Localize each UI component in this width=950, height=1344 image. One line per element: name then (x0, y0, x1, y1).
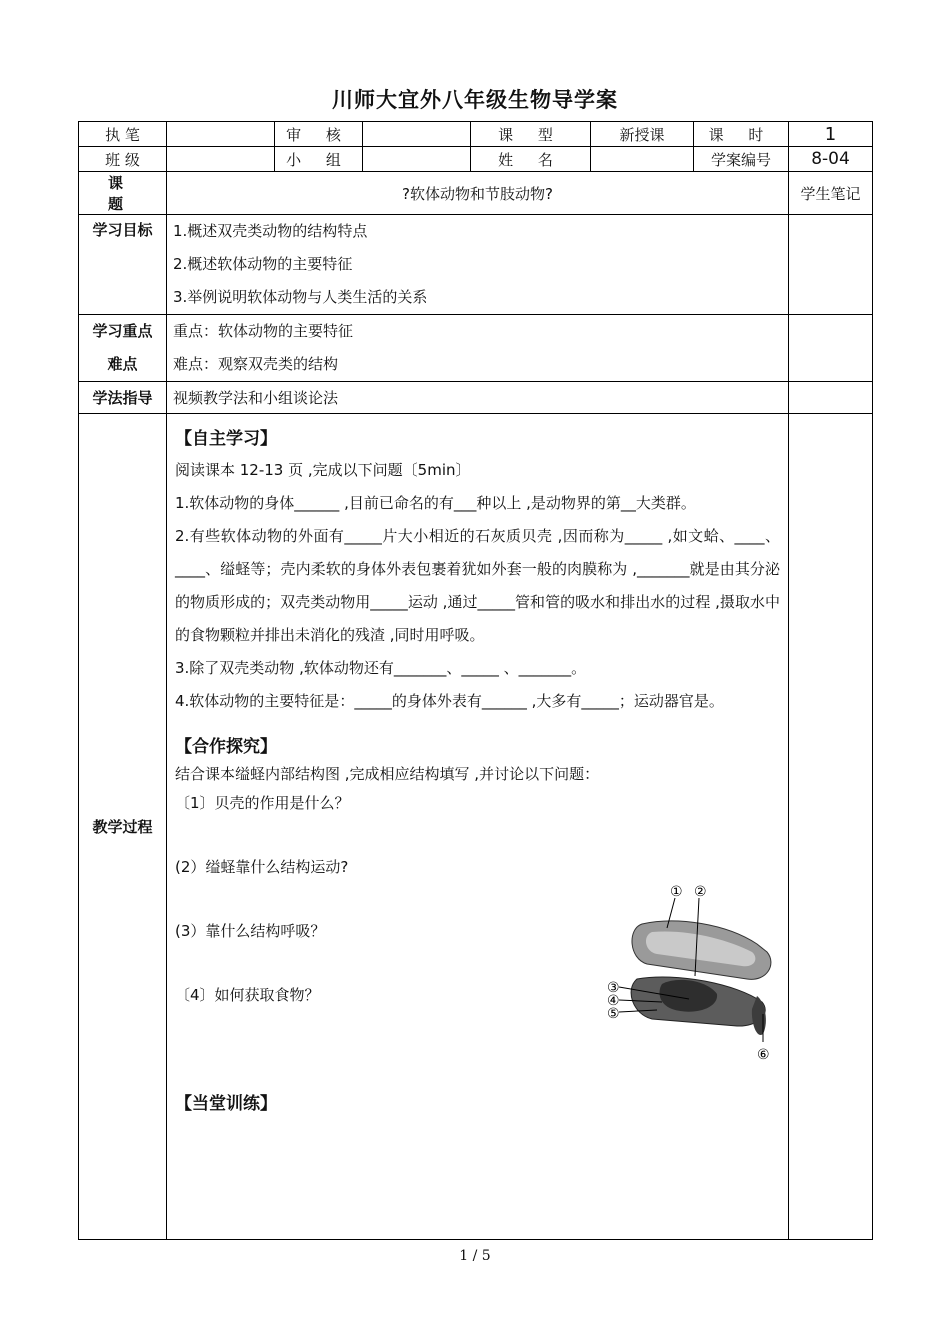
label-1: ① (670, 884, 683, 900)
cooperation-heading: 【合作探究】 (175, 737, 277, 757)
question-2: 2.有些软体动物的外面有_____片大小相近的石灰质贝壳 ,因而称为_____ ,如文蛤、____、____、缢蛏等；壳内柔软的身体外表包裹着犹如外套一般的肉膜称为 ,_______就是由其分泌的物质形成的；双壳类动物用_____运动 ,通过_____管和管的吸水和排出水的过程 ,摄取水中的食物颗粒并排出未消化的残渣 ,同时用呼吸。 (175, 527, 780, 644)
key-points-label-2: 难点 (107, 355, 138, 373)
lesson-plan-table (78, 121, 873, 1240)
discussion-question: (3）靠什么结构呼吸？ (175, 922, 326, 940)
banji-value[interactable] (167, 147, 275, 172)
process-row (79, 414, 873, 1240)
page-number: 1 / 5 (459, 1248, 491, 1264)
question-3: 3.除了双壳类动物 ,软体动物还有_______、_____ 、_______。 (175, 659, 587, 677)
label-2: ② (694, 884, 707, 900)
keshi-label: 课 时 (694, 122, 789, 147)
method-label: 学法指导 (79, 382, 167, 414)
bianhao-label: 学案编号 (694, 147, 789, 172)
xiaozu-value[interactable] (363, 147, 471, 172)
label-4: ④ (607, 993, 620, 1009)
bianhao-value: 8-04 (789, 147, 873, 172)
goal-item: 2.概述软体动物的主要特征 (173, 255, 353, 273)
key-points-row (79, 315, 873, 382)
kexing-label: 课 型 (471, 122, 591, 147)
xingming-value[interactable] (591, 147, 694, 172)
discussion-question: 〔4〕如何获取食物？ (175, 986, 320, 1004)
notes-cell[interactable] (789, 215, 873, 315)
discussion-question: (2）缢蛏靠什么结构运动? (175, 858, 349, 876)
difficult-point: 难点：观察双壳类的结构 (173, 355, 339, 373)
zhibi-value[interactable] (167, 122, 275, 147)
topic-label: 课 题 (79, 172, 167, 215)
shenhe-label: 审 核 (275, 122, 363, 147)
question-1: 1.软体动物的身体______ ,目前已命名的有___种以上 ,是动物界的第__大类群。 (175, 494, 696, 512)
xiaozu-label: 小 组 (275, 147, 363, 172)
key-point: 重点：软体动物的主要特征 (173, 322, 354, 340)
self-study-intro: 阅读课本 12-13 页 ,完成以下问题〔5min〕 (175, 461, 471, 479)
notes-label: 学生笔记 (789, 172, 873, 215)
goal-item: 3.举例说明软体动物与人类生活的关系 (173, 288, 428, 306)
topic-row (79, 172, 873, 215)
shenhe-value[interactable] (363, 122, 471, 147)
key-points-label-1: 学习重点 (92, 322, 153, 340)
goals-label: 学习目标 (79, 215, 167, 315)
topic-value: ?软体动物和节肢动物? (167, 172, 789, 215)
notes-cell[interactable] (789, 414, 873, 1240)
notes-cell[interactable] (789, 315, 873, 382)
xingming-label: 姓 名 (471, 147, 591, 172)
label-6: ⑥ (757, 1047, 770, 1063)
notes-cell[interactable] (789, 382, 873, 414)
method-row (79, 382, 873, 414)
label-5: ⑤ (607, 1006, 620, 1022)
method-value: 视频教学法和小组谈论法 (167, 382, 789, 414)
goals-row (79, 215, 873, 315)
header-row-1 (79, 122, 873, 147)
goal-item: 1.概述双壳类动物的结构特点 (173, 222, 368, 240)
practice-heading: 【当堂训练】 (175, 1094, 277, 1114)
question-4: 4.软体动物的主要特征是：_____的身体外表有______ ,大多有_____；运动器官是。 (175, 692, 724, 710)
zhibi-label: 执 笔 (79, 122, 167, 147)
process-label: 教学过程 (79, 414, 167, 1240)
kexing-value: 新授课 (591, 122, 694, 147)
razor-clam-diagram (607, 884, 785, 1064)
page-title: 川师大宜外八年级生物导学案 (332, 88, 618, 112)
label-3: ③ (607, 980, 620, 996)
self-study-heading: 【自主学习】 (175, 429, 277, 449)
process-content (167, 414, 789, 1240)
cooperation-intro: 结合课本缢蛏内部结构图 ,完成相应结构填写 ,并讨论以下问题： (175, 765, 600, 783)
discussion-question: 〔1〕贝壳的作用是什么？ (175, 794, 350, 812)
banji-label: 班 级 (79, 147, 167, 172)
header-row-2 (79, 147, 873, 172)
keshi-value: 1 (789, 122, 873, 147)
